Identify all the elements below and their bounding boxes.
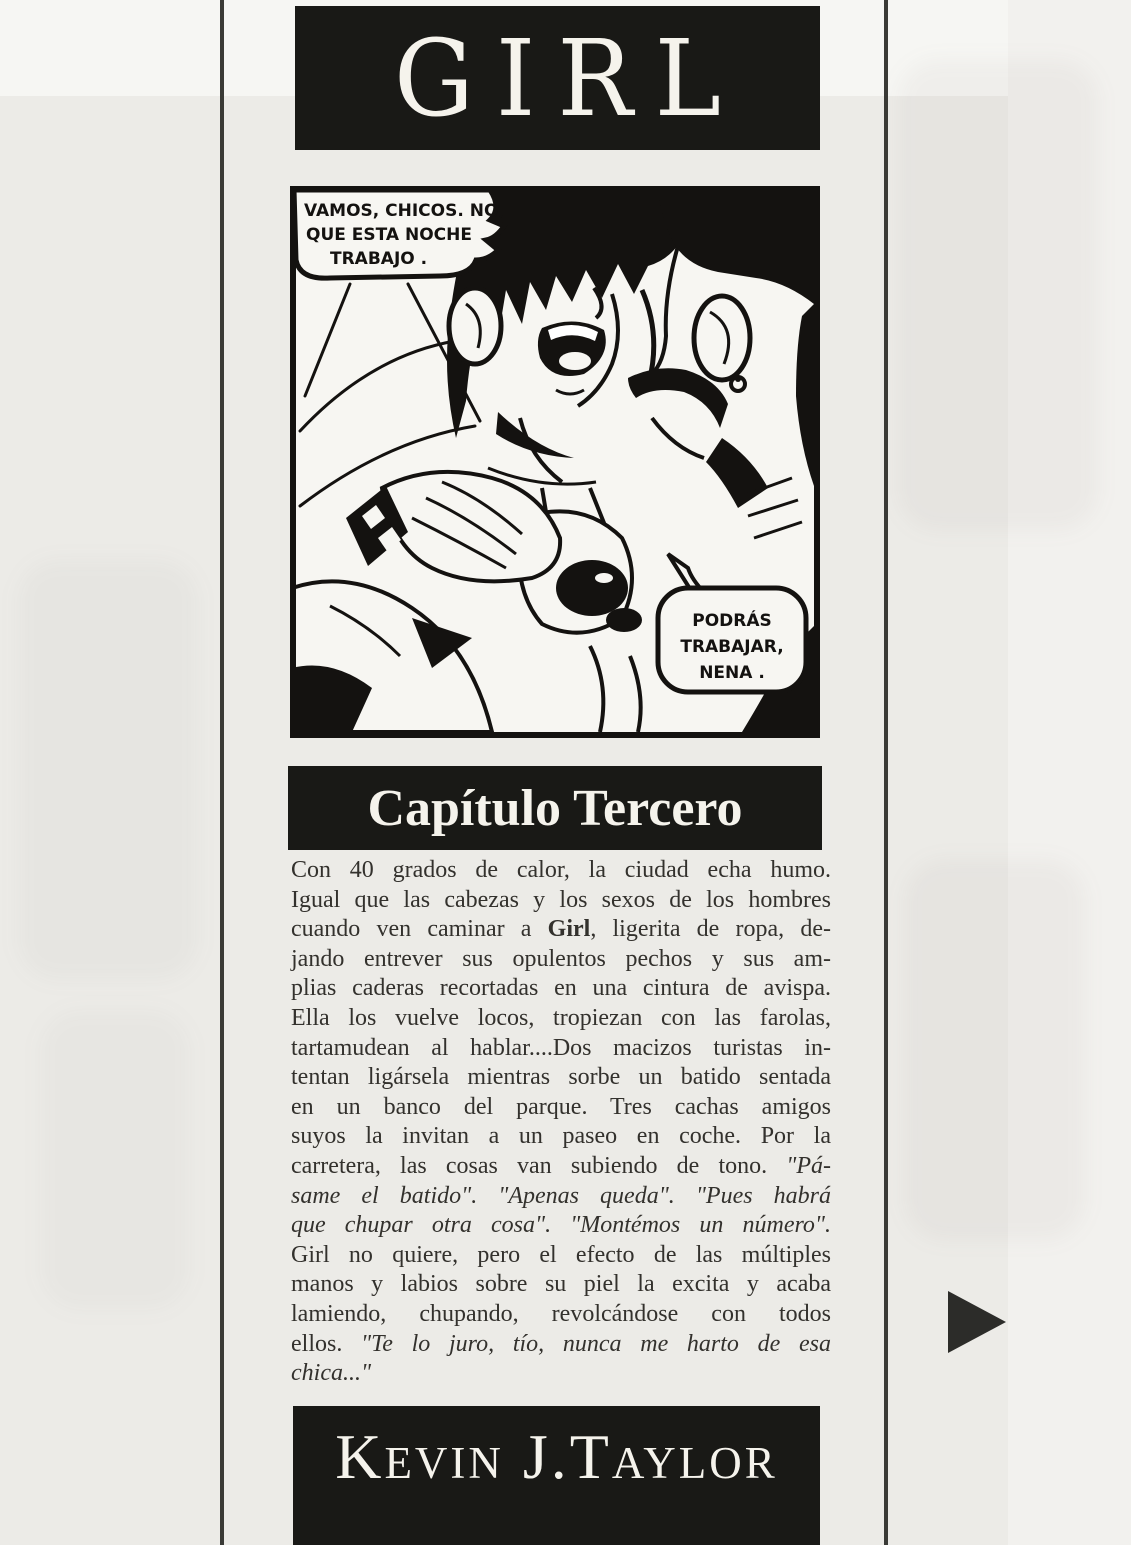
comic-panel <box>290 186 820 738</box>
article-line: jando entrever sus opulentos pechos y sus am- <box>291 945 831 972</box>
article-line: Con 40 grados de calor, la ciudad echa humo. <box>291 857 831 883</box>
bubble-bottom-line2: TRABAJAR, <box>680 637 784 657</box>
left-vertical-rule <box>220 0 224 1545</box>
bubble-top-line1: VAMOS, CHICOS. NO, <box>304 201 505 221</box>
speech-bubble-top <box>294 190 505 278</box>
bubble-top-line3: TRABAJO . <box>330 249 428 269</box>
article-line: lamiendo, chupando, revolcándose con todos <box>291 1300 831 1327</box>
next-page-arrow-icon[interactable] <box>948 1291 1006 1353</box>
title-banner <box>295 6 820 150</box>
bubble-top-line2: QUE ESTA NOCHE <box>306 225 472 245</box>
article-line: Girl no quiere, pero el efecto de las múltiples <box>291 1241 831 1268</box>
article-line: chica..." <box>291 1360 372 1387</box>
bleedthrough-smudge <box>18 560 198 980</box>
article-line: ellos. "Te lo juro, tío, nunca me harto de esa <box>291 1330 831 1357</box>
bubble-bottom-line1: PODRÁS <box>692 611 772 631</box>
chapter-title: Capítulo Tercero <box>367 779 743 837</box>
bleedthrough-smudge <box>905 860 1085 1240</box>
article-line: tartamudean al hablar....Dos macizos turistas in- <box>291 1034 831 1061</box>
article-line: suyos la invitan a un paseo en coche. Por la <box>291 1123 831 1150</box>
article-line: plias caderas recortadas en una cintura de avispa. <box>291 975 831 1002</box>
author-banner <box>293 1406 820 1545</box>
bleedthrough-smudge <box>898 60 1098 530</box>
chapter-banner <box>288 766 822 850</box>
article-line: Igual que las cabezas y los sexos de los hombres <box>291 886 831 913</box>
article-line: en un banco del parque. Tres cachas amigos <box>291 1093 831 1120</box>
article-line: cuando ven caminar a Girl, ligerita de ropa, de- <box>291 916 831 943</box>
article-line: Ella los vuelve locos, tropiezan con las farolas, <box>291 1004 831 1031</box>
bubble-bottom-line3: NENA . <box>699 663 765 683</box>
author-name: Kevin J.Taylor <box>335 1421 778 1492</box>
article-line: manos y labios sobre su piel la excita y acaba <box>291 1271 831 1298</box>
article-line: tentan ligársela mientras sorbe un batido sentada <box>291 1064 831 1091</box>
comic-panel-art <box>290 186 820 738</box>
article-line: same el batido". "Apenas queda". "Pues habrá <box>291 1182 831 1209</box>
article-text <box>291 856 831 1389</box>
article-line: carretera, las cosas van subiendo de tono. "Pá- <box>291 1152 831 1179</box>
page-title: GIRL <box>393 15 744 141</box>
article-line: que chupar otra cosa". "Montémos un número". <box>291 1212 831 1239</box>
bleedthrough-smudge <box>40 1010 190 1310</box>
right-vertical-rule <box>884 0 888 1545</box>
